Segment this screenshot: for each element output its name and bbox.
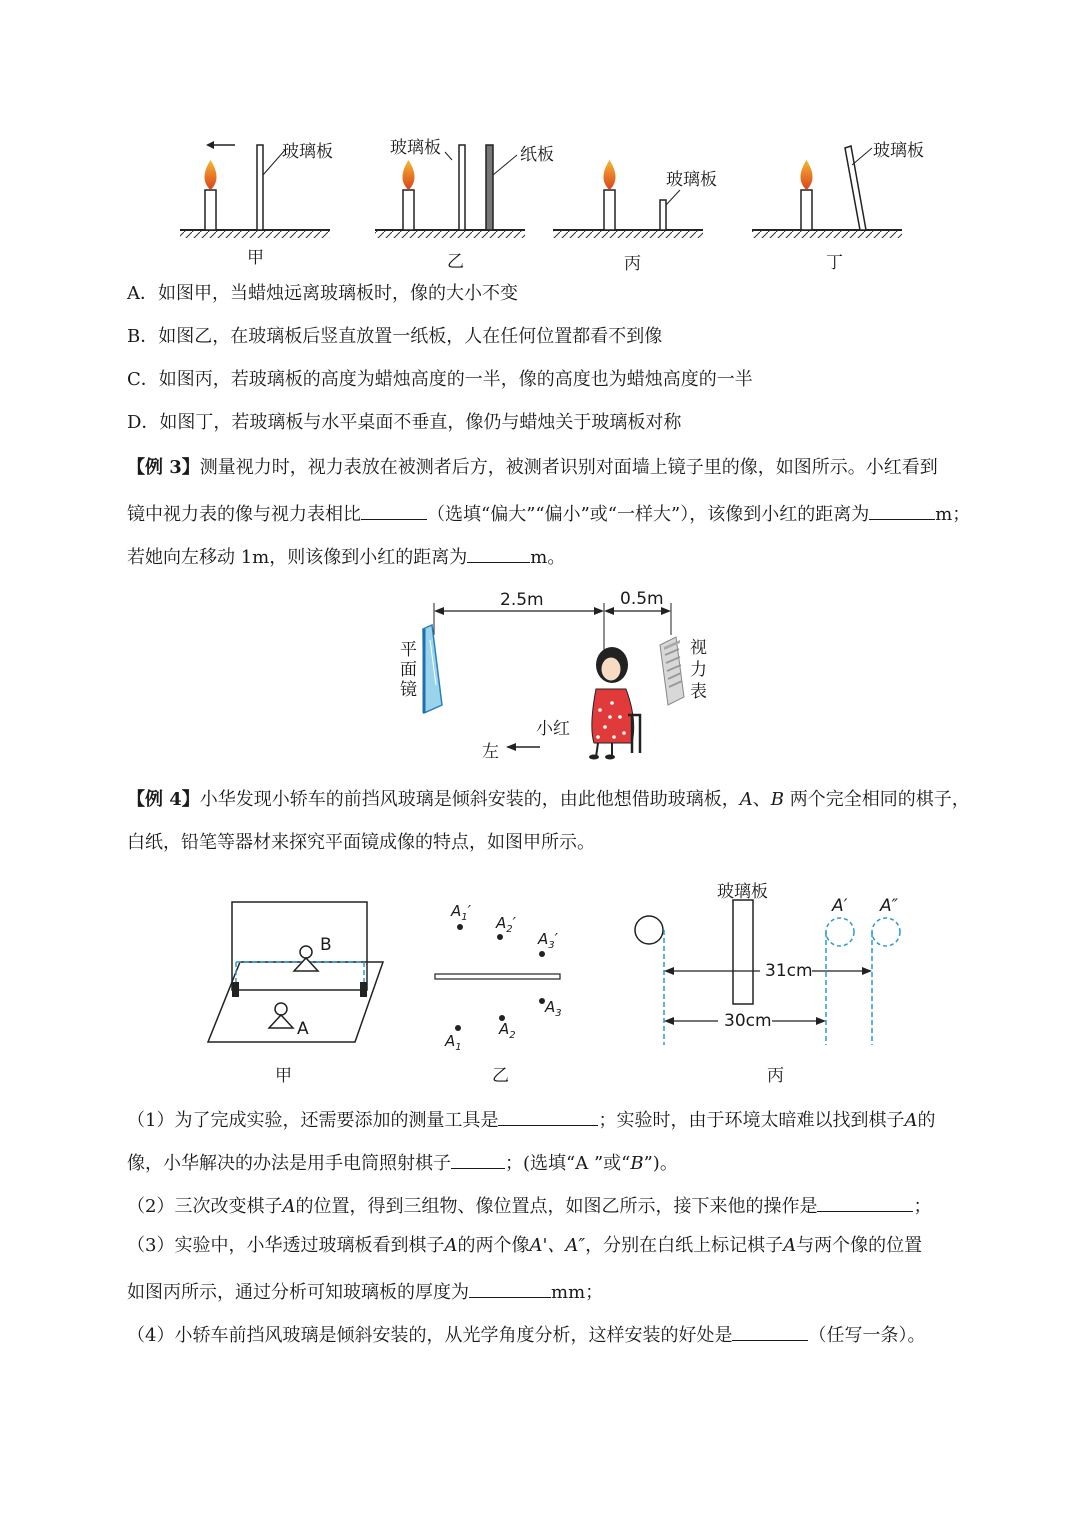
panel-label: 甲	[247, 248, 264, 268]
label-glass: 玻璃板	[666, 170, 717, 190]
point-label: $A_2$	[499, 1020, 516, 1041]
question-2: （2）三次改变棋子A的位置，得到三组物、像位置点，如图乙所示，接下来他的操作是 ；	[127, 1193, 931, 1217]
label-glass: 玻璃板	[390, 138, 441, 158]
eye-chart-label: 视 力 表	[690, 638, 707, 702]
answer-blank[interactable]	[361, 501, 427, 520]
paper-board	[486, 145, 493, 230]
question-1-line-1: （1）为了完成实验，还需要添加的测量工具是 ；实验时，由于环境太暗难以找到棋子A的	[127, 1107, 935, 1131]
mirror-label: 平 面 镜	[400, 640, 417, 700]
image-label-a-double-prime: A″	[880, 896, 898, 916]
label-paper-board: 纸板	[520, 145, 554, 165]
distance-label: 31cm	[765, 961, 813, 981]
left-direction-label: 左	[482, 742, 499, 762]
option-c: C．如图丙，若玻璃板的高度为蜡烛高度的一半，像的高度也为蜡烛高度的一半	[127, 369, 753, 390]
answer-blank[interactable]	[498, 1107, 598, 1126]
label-glass: 玻璃板	[282, 142, 333, 162]
chess-piece-a	[269, 1003, 293, 1028]
distance-label: 30cm	[724, 1011, 772, 1031]
glass-plate	[660, 200, 666, 230]
piece-label-b: B	[320, 935, 332, 955]
point-label: $A_2'$	[496, 914, 517, 935]
point-label: $A_3'$	[538, 930, 559, 951]
point-label: $A_1$	[445, 1032, 462, 1053]
glass-plate	[459, 145, 465, 230]
example-3-line-2: 镜中视力表的像与视力表相比 （选填“偏大”“偏小”或“一样大”），该像到小红的距离为 m；	[127, 501, 970, 525]
answer-blank[interactable]	[869, 501, 935, 520]
panel-jia-setup	[208, 902, 383, 1042]
panel-label: 乙	[447, 252, 464, 272]
answer-blank[interactable]	[817, 1193, 913, 1212]
panel-label: 乙	[492, 1066, 509, 1086]
label-glass: 玻璃板	[717, 882, 768, 902]
option-b: B．如图乙，在玻璃板后竖直放置一纸板，人在任何位置都看不到像	[127, 326, 663, 347]
panel-label: 丙	[767, 1066, 784, 1086]
example-tag: 【例 4】	[127, 789, 200, 810]
question-1-line-2: 像，小华解决的办法是用手电筒照射棋子 ；(选填“A ”或“B”)。	[127, 1150, 678, 1174]
example-tag: 【例 3】	[127, 457, 200, 478]
distance-label: 0.5m	[620, 589, 664, 609]
person-label: 小红	[536, 719, 570, 739]
eye-chart	[660, 637, 684, 705]
question-3-line-1: （3）实验中，小华透过玻璃板看到棋子A的两个像A'、A″，分别在白纸上标记棋子A与两个像的位置	[127, 1235, 923, 1256]
point-label: $A_1'$	[451, 902, 472, 923]
glass-plate	[257, 145, 263, 230]
example-3-line-1: 【例 3】测量视力时，视力表放在被测者后方，被测者识别对面墙上镜子里的像，如图所示。小红看到	[127, 457, 938, 478]
panel-label: 甲	[275, 1066, 292, 1086]
point-label: $A_3$	[545, 998, 562, 1019]
panel-label: 丁	[826, 253, 843, 273]
girl-xiaohong	[589, 647, 640, 760]
label-glass: 玻璃板	[873, 141, 924, 161]
example-3-line-3: 若她向左移动 1m，则该像到小红的距离为 m。	[127, 544, 565, 568]
answer-blank[interactable]	[732, 1322, 808, 1341]
tilted-glass-plate	[845, 146, 866, 230]
answer-blank[interactable]	[451, 1150, 505, 1169]
image-label-a-prime: A′	[832, 896, 848, 916]
piece-label-a: A	[297, 1019, 309, 1039]
question-3-line-2: 如图丙所示，通过分析可知玻璃板的厚度为 mm；	[127, 1279, 603, 1303]
distance-label: 2.5m	[500, 590, 544, 610]
question-4: （4）小轿车前挡风玻璃是倾斜安装的，从光学角度分析，这样安装的好处是 （任写一条）。	[127, 1322, 925, 1346]
example-4-line-2: 白纸，铅笔等器材来探究平面镜成像的特点，如图甲所示。	[127, 832, 595, 853]
example-4-line-1: 【例 4】小华发现小轿车的前挡风玻璃是倾斜安装的，由此他想借助玻璃板，A、B 两个完全相同的棋子，	[127, 789, 970, 810]
candle	[204, 160, 216, 230]
answer-blank[interactable]	[467, 544, 530, 563]
answer-blank[interactable]	[469, 1279, 551, 1298]
option-d: D．如图丁，若玻璃板与水平桌面不垂直，像仍与蜡烛关于玻璃板对称	[127, 412, 682, 433]
option-a: A．如图甲，当蜡烛远离玻璃板时，像的大小不变	[127, 283, 518, 304]
plane-mirror	[423, 625, 442, 713]
panel-label: 丙	[624, 254, 641, 274]
panel-yi	[375, 145, 525, 238]
chess-piece-b	[294, 946, 318, 971]
